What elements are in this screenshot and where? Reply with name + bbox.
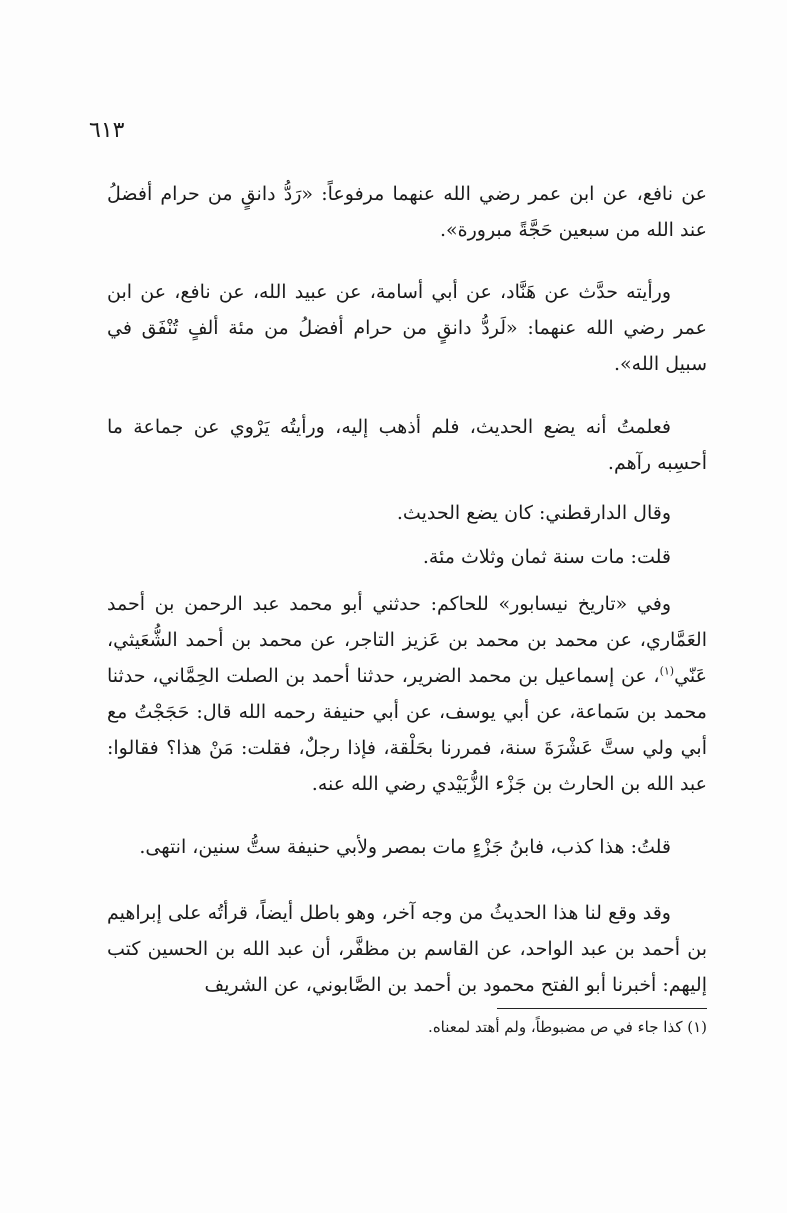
footnote: (١) كذا جاء في ص مضبوطاً، ولم أهتد لمعناه. [428,1018,707,1036]
paragraph-6-part-1: وفي «تاريخ نيسابور» للحاكم: حدثني أبو محمد عبد الرحمن بن أحمد العَمَّاري، عن محمد بن محمد بن عَزيز التاجر، عن محمد بن أحمد الشُّعَيثي، عَنّي [107,593,707,687]
paragraph-2: ورأيته حدَّث عن هَنَّاد، عن أبي أسامة، عن عبيد الله، عن نافع، عن ابن عمر رضي الله عنهما: «لَردُّ دانقٍ من حرام أفضلُ من مئة ألفٍ تُنْفَق في سبيل الله». [107,281,707,375]
paragraph-8: وقد وقع لنا هذا الحديثُ من وجه آخر، وهو باطل أيضاً، قرأتُه على إبراهيم بن أحمد بن عبد الواحد، عن القاسم بن مظفَّر، أن عبد الله بن الحسين كتب إليهم: أخبرنا أبو الفتح محمود بن أحمد بن الصَّابوني، عن الشريف [107,902,707,996]
footnote-divider [497,1008,707,1009]
paragraph-1: عن نافع، عن ابن عمر رضي الله عنهما مرفوعاً: «رَدُّ دانقٍ من حرام أفضلُ عند الله من سبعين حَجَّةً مبرورة». [107,183,707,241]
footnote-reference: (١) [659,664,675,678]
paragraph-3: فعلمتُ أنه يضع الحديث، فلم أذهب إليه، ورأيتُه يَرْوي عن جماعة ما أحسِبه رآهم. [107,416,707,474]
page-number: ٦١٣ [89,118,125,143]
paragraph-7: قلتُ: هذا كذب، فابنُ جَزْءٍ مات بمصر ولأبي حنيفة ستُّ سنين، انتهى. [139,836,671,858]
paragraph-4: وقال الدارقطني: كان يضع الحديث. [396,502,671,524]
paragraph-5: قلت: مات سنة ثمان وثلاث مئة. [422,546,671,568]
paragraph-6-part-2: ، عن إسماعيل بن محمد الضرير، حدثنا أحمد بن الصلت الحِمَّاني، حدثنا محمد بن سَماعة، عن أبي يوسف، عن أبي حنيفة رحمه الله قال: حَجَجْتُ مع أبي ولي ستَّ عَشْرَةَ سنة، فمررنا بحَلْقة، فإذا رجلٌ، فقلت: مَنْ هذا؟ فقالوا: عبد الله بن الحارث بن جَزْء الزُّبَيْدي رضي الله عنه. [107,665,707,795]
paragraph-6 [107,586,707,802]
